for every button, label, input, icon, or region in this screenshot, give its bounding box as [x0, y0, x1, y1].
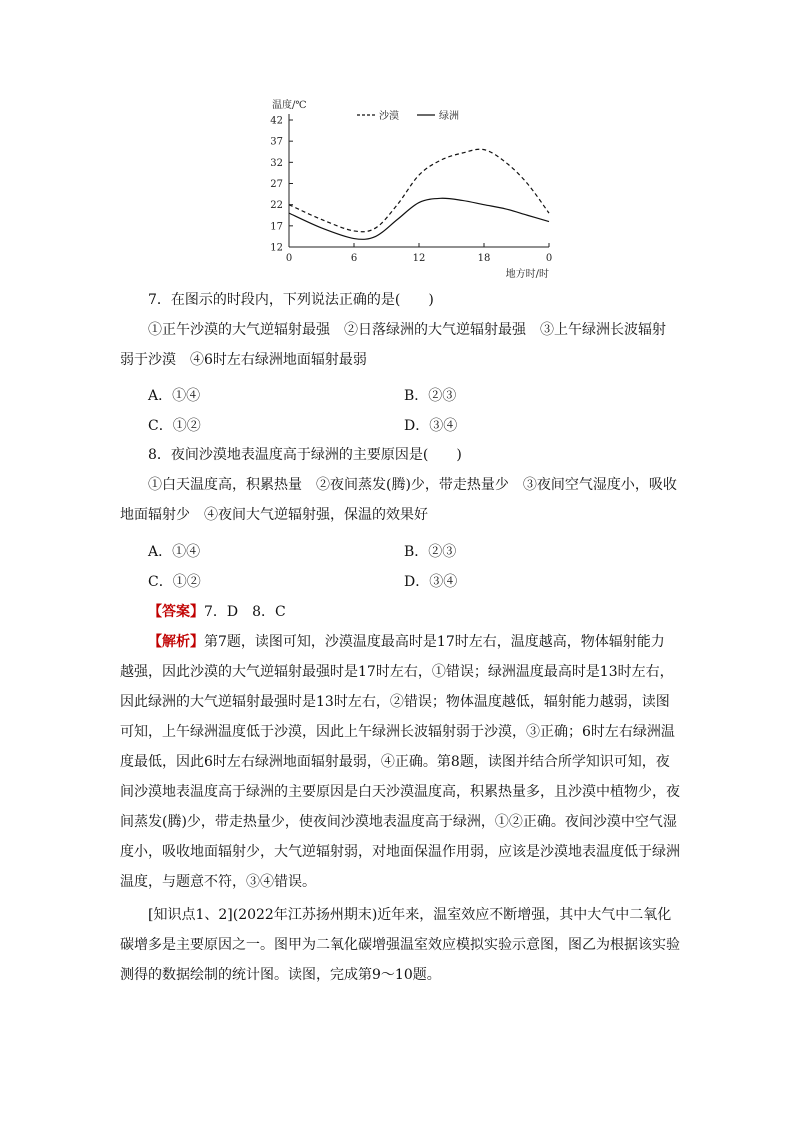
option-a[interactable]: A．①④	[148, 388, 201, 404]
x-tick-label: 18	[477, 253, 491, 264]
option-d[interactable]: D．③④	[404, 418, 458, 434]
intro-line: [知识点1、2](2022年江苏扬州期末)近年来，温室效应不断增强，其中大气中二氧化	[148, 907, 672, 923]
question-7-stem: 7．在图示的时段内，下列说法正确的是( )	[148, 292, 434, 308]
analysis-line: 度最低，因此6时左右绿洲地面辐射最弱，④正确。第8题，读图并结合所学知识可知，夜	[120, 754, 670, 770]
analysis-label: 【解析】	[148, 634, 204, 650]
answer-block	[120, 597, 680, 627]
analysis-block	[120, 627, 680, 897]
question-8-options-row1	[148, 541, 668, 561]
x-tick-label: 0	[285, 253, 293, 264]
question-8	[120, 440, 680, 530]
x-tick-label: 0	[545, 253, 553, 264]
y-tick-label: 32	[270, 157, 283, 169]
analysis-line	[120, 627, 680, 657]
intro-line: 碳增多是主要原因之一。图甲为二氧化碳增强温室效应模拟实验示意图，图乙为根据该实验	[120, 937, 680, 953]
option-b[interactable]: B．②③	[404, 388, 457, 404]
next-question-intro	[120, 900, 680, 990]
temperature-chart	[262, 92, 562, 287]
analysis-line: 间蒸发(腾)少，带走热量少，使夜间沙漠地表温度高于绿洲，①②正确。夜间沙漠中空气湿	[120, 814, 677, 830]
question-8-desc-line2: 地面辐射少 ④夜间大气逆辐射强，保温的效果好	[120, 507, 428, 523]
option-c[interactable]: C．①②	[148, 574, 201, 590]
series-line-desert	[289, 149, 549, 232]
analysis-line: 间沙漠地表温度高于绿洲的主要原因是白天沙漠温度高，积累热量多，且沙漠中植物少，夜	[120, 784, 680, 800]
answer-line	[120, 597, 680, 627]
question-8-options-row2	[148, 571, 668, 591]
question-8-desc-line1: ①白天温度高，积累热量 ②夜间蒸发(腾)少，带走热量少 ③夜间空气湿度小，吸收	[148, 477, 677, 493]
intro-line: 测得的数据绘制的统计图。读图，完成第9～10题。	[120, 967, 441, 983]
question-7-options-row1	[148, 385, 668, 405]
y-tick-label: 22	[270, 200, 283, 212]
question-7	[120, 285, 680, 375]
series-line-oasis	[289, 198, 549, 239]
y-tick-label: 27	[270, 179, 283, 190]
analysis-text: 第7题，读图可知，沙漠温度最高时是17时左右，温度越高，物体辐射能力	[204, 634, 665, 650]
x-tick-label: 12	[412, 253, 426, 264]
y-tick-label: 37	[270, 136, 283, 148]
y-tick-label: 42	[270, 115, 283, 127]
question-7-desc-line2: 弱于沙漠 ④6时左右绿洲地面辐射最弱	[120, 352, 367, 368]
y-tick-label: 17	[270, 221, 283, 233]
option-d[interactable]: D．③④	[404, 574, 458, 590]
question-7-options-row2	[148, 415, 668, 435]
option-a[interactable]: A．①④	[148, 544, 201, 560]
analysis-line: 度小，吸收地面辐射少，大气逆辐射弱，对地面保温作用弱，应该是沙漠地表温度低于绿洲	[120, 844, 680, 860]
option-b[interactable]: B．②③	[404, 544, 457, 560]
analysis-line: 温度，与题意不符，③④错误。	[120, 874, 316, 890]
legend-label: 绿洲	[439, 111, 459, 122]
x-tick-label: 6	[350, 253, 358, 264]
question-7-desc-line1: ①正午沙漠的大气逆辐射最强 ②日落绿洲的大气逆辐射最强 ③上午绿洲长波辐射	[148, 322, 666, 338]
analysis-line: 越强，因此沙漠的大气逆辐射最强时是17时左右，①错误；绿洲温度最高时是13时左右，	[120, 664, 674, 680]
legend-label: 沙漠	[379, 111, 399, 122]
question-8-stem: 8．夜间沙漠地表温度高于绿洲的主要原因是( )	[148, 447, 462, 463]
answer-text: 7．D 8．C	[204, 604, 286, 620]
option-c[interactable]: C．①②	[148, 418, 201, 434]
answer-label: 【答案】	[148, 604, 204, 620]
analysis-line: 可知，上午绿洲温度低于沙漠，因此上午绿洲长波辐射弱于沙漠，③正确；6时左右绿洲温	[120, 724, 675, 740]
y-tick-label: 12	[270, 242, 283, 254]
analysis-line: 因此绿洲的大气逆辐射最强时是13时左右，②错误；物体温度越低，辐射能力越弱，读图	[120, 694, 670, 710]
x-axis-label: 地方时/时	[505, 269, 549, 280]
y-axis-label: 温度/℃	[272, 100, 307, 111]
